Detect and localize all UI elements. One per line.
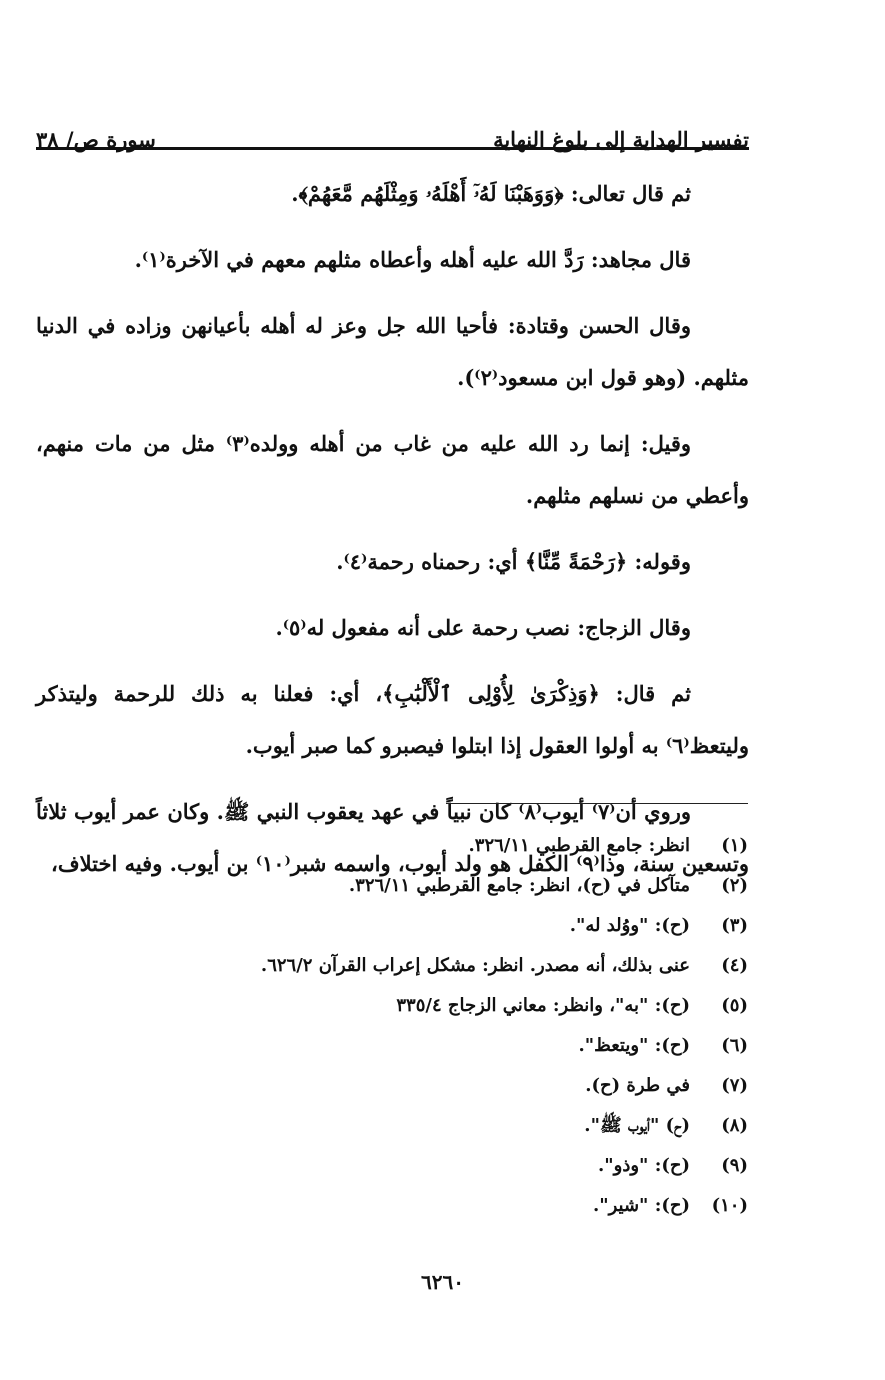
footnote-number: (٦) [721,1035,748,1056]
footnote-number: (٥) [721,995,748,1016]
footnote [120,1066,748,1106]
book-title: تفسير الهداية إلى بلوغ النهاية [493,127,749,152]
footnote-text: (ح): "ووُلد له". [569,915,690,936]
paragraph: وقال الحسن وقتادة: فأحيا الله جل وعز له أهله بأعيانهن وزاده في الدنيا مثلهم. (وهو قول ابن مسعود⁽٢⁾). [36,313,749,390]
footnote [120,906,748,946]
footnote-number: (٨) [721,1115,748,1136]
footnote [120,1186,748,1226]
footnote-text: انظر: جامع القرطبي ٣٢٦/١١. [468,835,690,856]
paragraph: وقيل: إنما رد الله عليه من غاب من أهله وولده⁽٣⁾ مثل من مات منهم، وأعطي من نسلهم مثلهم. [36,431,749,508]
paragraph: وقال الزجاج: نصب رحمة على أنه مفعول له⁽٥⁾. [275,615,691,640]
footnote-number: (٧) [721,1075,748,1096]
footnote-text: في طرة (ح). [585,1075,690,1096]
page-number: ٦٢٦٠ [421,1270,464,1294]
footnote-number: (٤) [721,955,748,976]
footnote-number: (٩) [721,1155,748,1176]
paragraph: وقوله: ﴿رَحْمَةً مِّنَّا﴾ أي: رحمناه رحمة⁽٤⁾. [336,549,691,574]
footnote [120,1146,748,1186]
running-header [36,112,749,152]
footnote [120,986,748,1026]
header-rule [36,147,749,150]
footnote-text: (ح): "وذو". [598,1155,690,1176]
footnote [120,946,748,986]
footnote [120,866,748,906]
footnote-text: متآكل في (ح)، انظر: جامع القرطبي ٣٢٦/١١. [348,875,690,896]
footnote-text: (ح): "ويتعظ". [578,1035,690,1056]
footnote [120,1026,748,1066]
footnote-number: (٢) [721,875,748,896]
paragraph: قال مجاهد: رَدَّ الله عليه أهله وأعطاه مثلهم معهم في الآخرة⁽١⁾. [134,247,691,272]
paragraph: ثم قال تعالى: ﴿وَوَهَبْنَا لَهُۥٓ أَهْلَهُۥ وَمِثْلَهُم مَّعَهُمْ﴾. [291,181,691,206]
paragraph: ثم قال: ﴿وَذِكْرَىٰ لِأُوْلِى ٱلْأَلْبَٰبِ﴾، أي: فعلنا به ذلك للرحمة وليتذكر وليتعظ⁽٦⁾ به أولوا العقول إذا ابتلوا فيصبرو كما صبر أيوب. [36,681,749,758]
footnote-separator [446,803,748,804]
footnote [120,826,748,866]
footnote-text: عنى بذلك، أنه مصدر. انظر: مشكل إعراب القرآن ٦٢٦/٢. [260,955,690,976]
footnote-number: (١) [721,835,748,856]
footnote-text: (ح): "شير". [592,1195,690,1216]
surah-reference: سورة ص/ ٣٨ [36,127,156,152]
footnotes [120,826,748,1226]
footnote-text: (ح): "به"، وانظر: معاني الزجاج ٣٣٥/٤ [396,995,690,1016]
footnote-number: (٣) [721,915,748,936]
footnote-number: (١٠) [711,1195,748,1216]
footnote [120,1106,748,1146]
main-text [36,168,749,904]
footnote-text: (ح) "أيوب ﷺ". [584,1115,690,1136]
paragraph: وروي أن⁽٧⁾ أيوب⁽٨⁾ كان نبياً في عهد يعقوب النبي ﷺ. وكان عمر أيوب ثلاثاً وتسعين سنة، وذا⁽٩⁾ الكفل هو ولد أيوب، واسمه شبر⁽١٠⁾ بن أيوب. وفيه اختلاف، [36,799,749,876]
